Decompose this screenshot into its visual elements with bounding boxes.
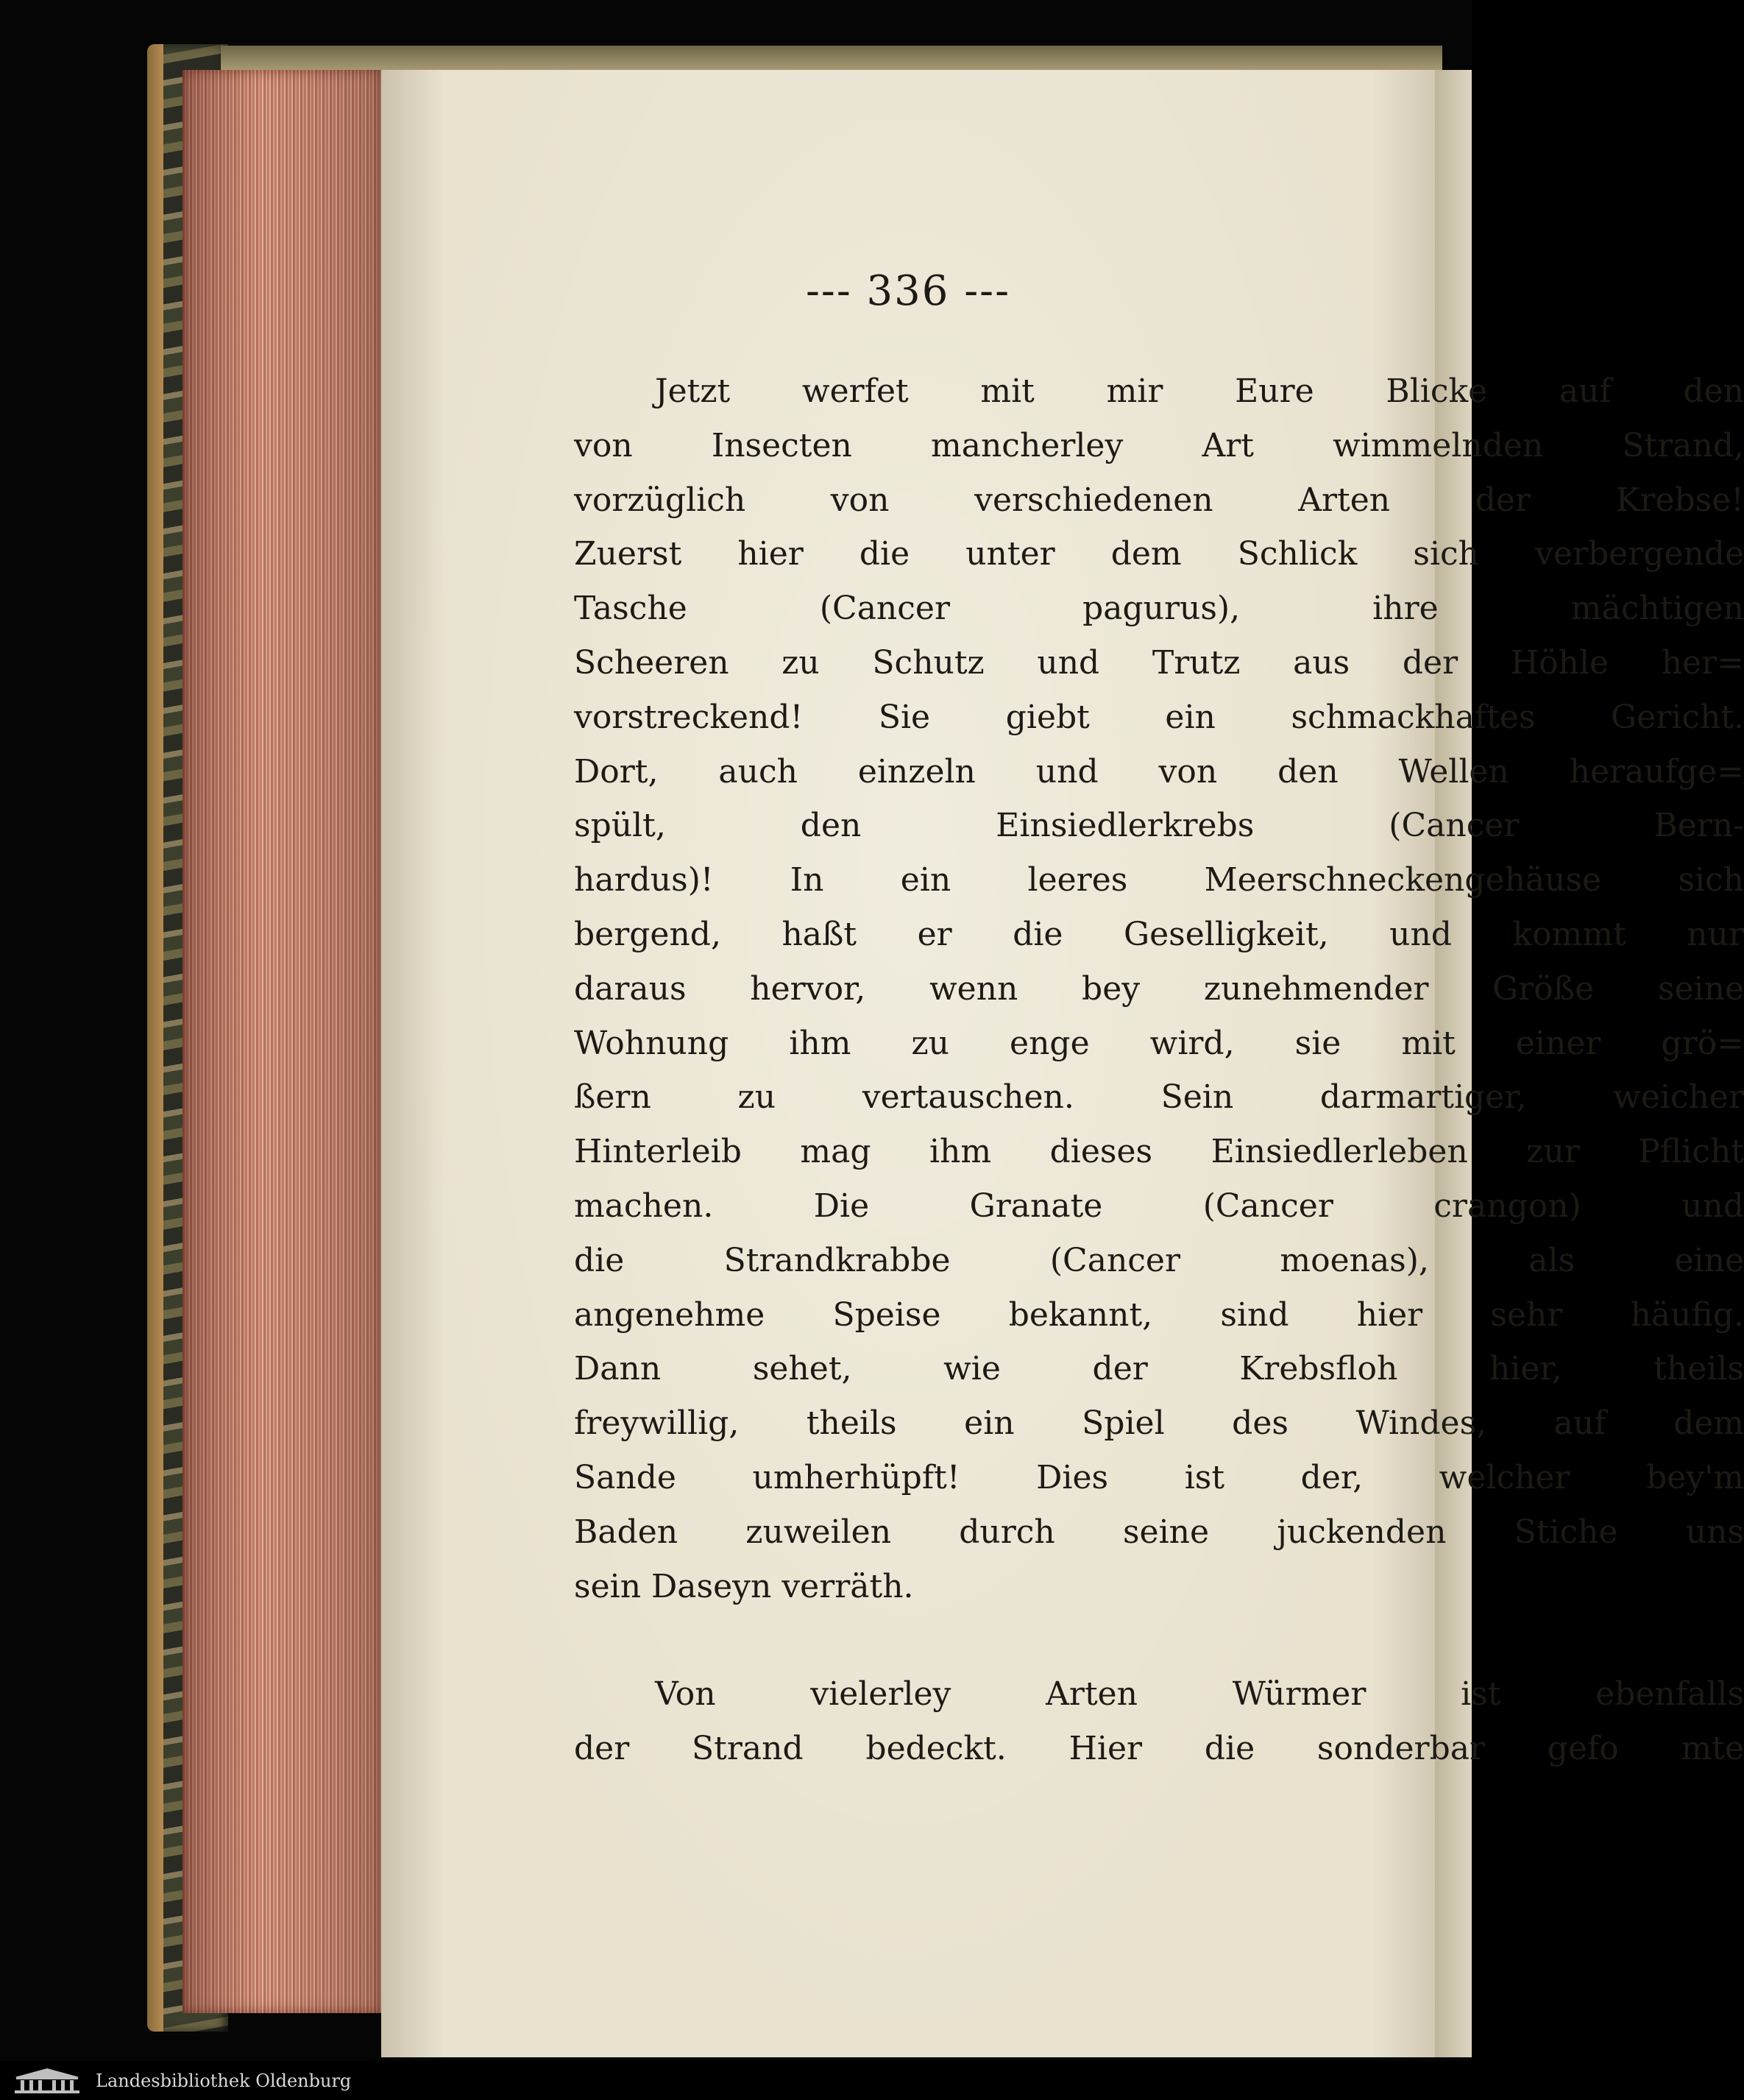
text-line: Sande umherhüpft! Dies ist der, welcher bey'm <box>574 1458 1744 1496</box>
library-building-icon <box>10 2067 84 2095</box>
text-line: sein Daseyn verräth. <box>574 1567 914 1605</box>
text-line: vorstreckend! Sie giebt ein schmackhaftes Gericht. <box>574 698 1744 736</box>
text-line: daraus hervor, wenn bey zunehmender Größe seine <box>574 969 1744 1008</box>
text-line: machen. Die Granate (Cancer crangon) und <box>574 1187 1744 1225</box>
text-line: Scheeren zu Schutz und Trutz aus der Höhle her= <box>574 643 1744 682</box>
text-line: angenehme Speise bekannt, sind hier sehr häufig. <box>574 1295 1744 1334</box>
text-line: Jetzt werfet mit mir Eure Blicke auf den <box>655 372 1744 410</box>
text-line: Dann sehet, wie der Krebsfloh hier, theils <box>574 1350 1744 1388</box>
text-line: Wohnung ihm zu enge wird, sie mit einer grö= <box>574 1024 1744 1062</box>
text-line: Zuerst hier die unter dem Schlick sich verbergende <box>574 535 1744 573</box>
page-number: --- 336 --- <box>805 267 1011 315</box>
page-text <box>574 364 1744 1776</box>
text-line: Baden zuweilen durch seine juckenden Stiche uns <box>574 1513 1744 1551</box>
text-line: ßern zu vertauschen. Sein darmartiger, weicher <box>574 1078 1744 1117</box>
text-line: Hinterleib mag ihm dieses Einsiedlerleben zur Pflicht <box>574 1133 1744 1171</box>
text-line: Dort, auch einzeln und von den Wellen heraufge= <box>574 752 1744 791</box>
text-line: bergend, haßt er die Geselligkeit, und kommt nur <box>574 915 1744 953</box>
book-spine-edge <box>147 44 163 2032</box>
text-line: hardus)! In ein leeres Meerschneckengehäuse sich <box>574 861 1744 899</box>
footer-institution: Landesbibliothek Oldenburg <box>96 2071 352 2091</box>
text-line: Tasche (Cancer pagurus), ihre mächtigen <box>574 590 1744 628</box>
text-line: vorzüglich von verschiedenen Arten der Krebse! <box>574 481 1744 519</box>
book-page <box>381 70 1744 2057</box>
text-line: Von vielerley Arten Würmer ist ebenfalls <box>655 1675 1744 1714</box>
text-line: freywillig, theils ein Spiel des Windes, auf dem <box>574 1404 1744 1443</box>
page-fore-edge-shade <box>182 70 381 2013</box>
text-line: der Strand bedeckt. Hier die sonderbar gefo mte <box>574 1730 1744 1768</box>
paragraph-gap <box>574 1613 1744 1667</box>
text-line: spült, den Einsiedlerkrebs (Cancer Bern- <box>574 807 1744 845</box>
text-line: von Insecten mancherley Art wimmelnden Strand, <box>574 426 1744 464</box>
book-top-board <box>221 46 1442 71</box>
text-line: die Strandkrabbe (Cancer moenas), als eine <box>574 1241 1744 1279</box>
